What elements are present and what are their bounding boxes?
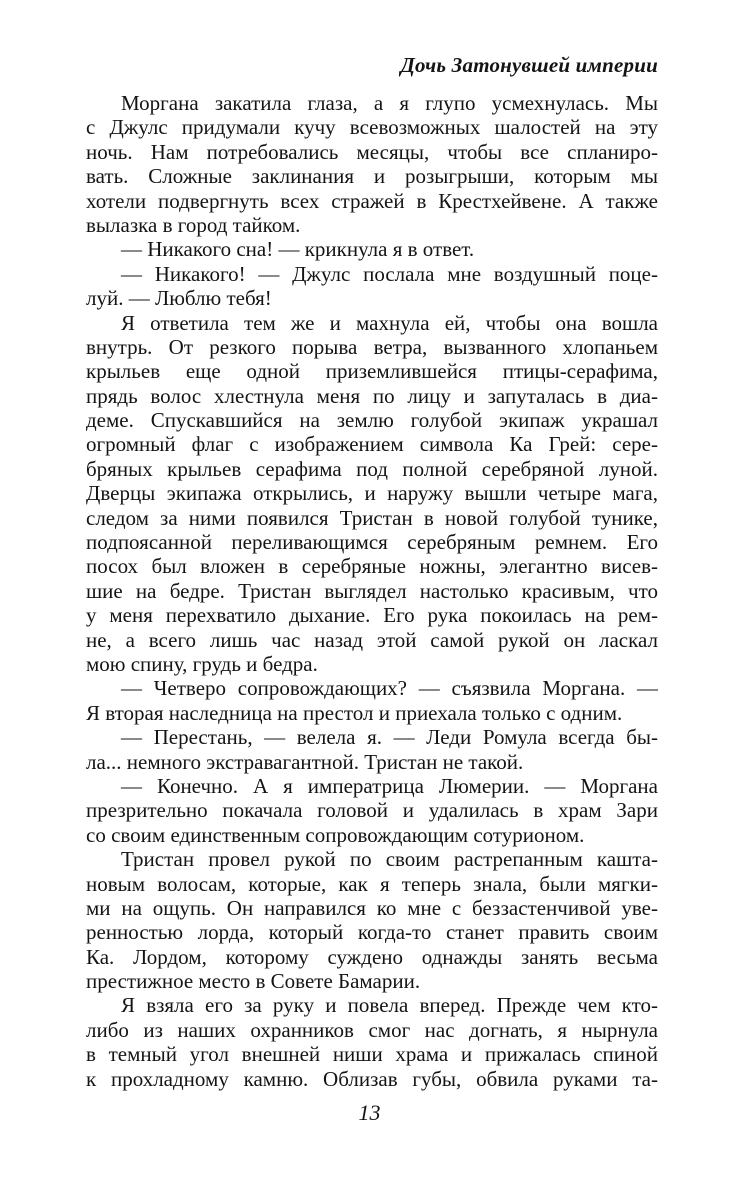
text-line: Ка. Лордом, которому суждено однажды занять весьма	[86, 944, 658, 969]
text-line: хотели подвергнуть всех стражей в Крестхейвене. А также	[86, 188, 658, 213]
text-line: — Никакого сна! — крикнула я в ответ.	[121, 237, 475, 262]
paragraph	[86, 262, 658, 311]
text-line: следом за ними появился Тристан в новой голубой тунике,	[86, 505, 658, 530]
text-line: Я вторая наследница на престол и приехала только с одним.	[86, 700, 623, 725]
text-line: — Никакого! — Джулс послала мне воздушный поце-	[121, 261, 658, 286]
text-line: к прохладному камню. Облизав губы, обвила руками та-	[86, 1066, 658, 1091]
paragraph	[86, 311, 658, 677]
text-line: крыльев еще одной приземлившейся птицы-серафима,	[86, 359, 658, 384]
text-line: — Перестань, — велела я. — Леди Ромула всегда бы-	[121, 725, 658, 750]
paragraph	[86, 847, 658, 993]
text-line: Дверцы экипажа открылись, и наружу вышли четыре мага,	[86, 481, 658, 506]
text-line: — Четверо сопровождающих? — съязвила Моргана. —	[121, 676, 658, 701]
text-line: либо из наших охранников смог нас догнать, я нырнула	[86, 1017, 658, 1042]
text-line: прядь волос хлестнула меня по лицу и запуталась в диа-	[86, 383, 658, 408]
text-body	[86, 91, 658, 1091]
page-number: 13	[358, 1100, 381, 1125]
text-line: в темный угол внешней ниши храма и прижалась спиной	[86, 1042, 658, 1067]
text-line: презрительно покачала головой и удалилась в храм Зари	[86, 798, 658, 823]
text-line: Я взяла его за руку и повела вперед. Прежде чем кто-	[121, 993, 658, 1018]
paragraph	[86, 237, 658, 261]
text-line: внутрь. От резкого порыва ветра, вызванного хлопаньем	[86, 334, 658, 359]
text-line: не, а всего лишь час назад этой самой рукой он ласкал	[86, 627, 658, 652]
paragraph	[86, 676, 658, 725]
text-line: с Джулс придумали кучу всевозможных шалостей на эту	[86, 115, 658, 140]
paragraph	[86, 91, 658, 237]
text-line: со своим единственным сопровождающим сотурионом.	[86, 822, 585, 847]
text-line: ренностью лорда, который когда-то станет править своим	[86, 920, 658, 945]
text-line: новым волосам, которые, как я теперь знала, были мягки-	[86, 871, 658, 896]
text-line: огромный флаг с изображением символа Ка Грей: сере-	[86, 432, 658, 457]
text-line: мою спину, грудь и бедра.	[86, 651, 318, 676]
paragraph	[86, 725, 658, 774]
text-line: ми на ощупь. Он направился ко мне с беззастенчивой уве-	[86, 895, 658, 920]
text-line: Тристан провел рукой по своим растрепанным кашта-	[121, 847, 658, 872]
text-line: луй. — Люблю тебя!	[86, 286, 272, 311]
text-line: вать. Сложные заклинания и розыгрыши, которым мы	[86, 164, 658, 189]
text-line: Моргана закатила глаза, а я глупо усмехнулась. Мы	[121, 91, 658, 115]
text-line: Я ответила тем же и махнула ей, чтобы она вошла	[121, 310, 658, 335]
text-line: посох был вложен в серебряные ножны, элегантно висев-	[86, 554, 658, 579]
text-line: шие на бедре. Тристан выглядел настолько красивым, что	[86, 578, 658, 603]
text-line: у меня перехватило дыхание. Его рука покоилась на рем-	[86, 603, 658, 628]
paragraph	[86, 774, 658, 847]
text-line: — Конечно. А я императрица Люмерии. — Моргана	[121, 773, 658, 798]
paragraph	[86, 993, 658, 1091]
text-line: вылазка в город тайком.	[86, 212, 301, 237]
text-line: ла... немного экстравагантной. Тристан не такой.	[86, 749, 524, 774]
text-line: подпоясанной переливающимся серебряным ремнем. Его	[86, 530, 658, 555]
text-line: престижное место в Совете Бамарии.	[86, 969, 421, 994]
text-line: деме. Спускавшийся на землю голубой экипаж украшал	[86, 408, 658, 433]
text-line: бряных крыльев серафима под полной серебряной луной.	[86, 456, 658, 481]
running-head: Дочь Затонувшей империи	[400, 53, 658, 77]
text-line: ночь. Нам потребовались месяцы, чтобы все спланиро-	[86, 139, 658, 164]
